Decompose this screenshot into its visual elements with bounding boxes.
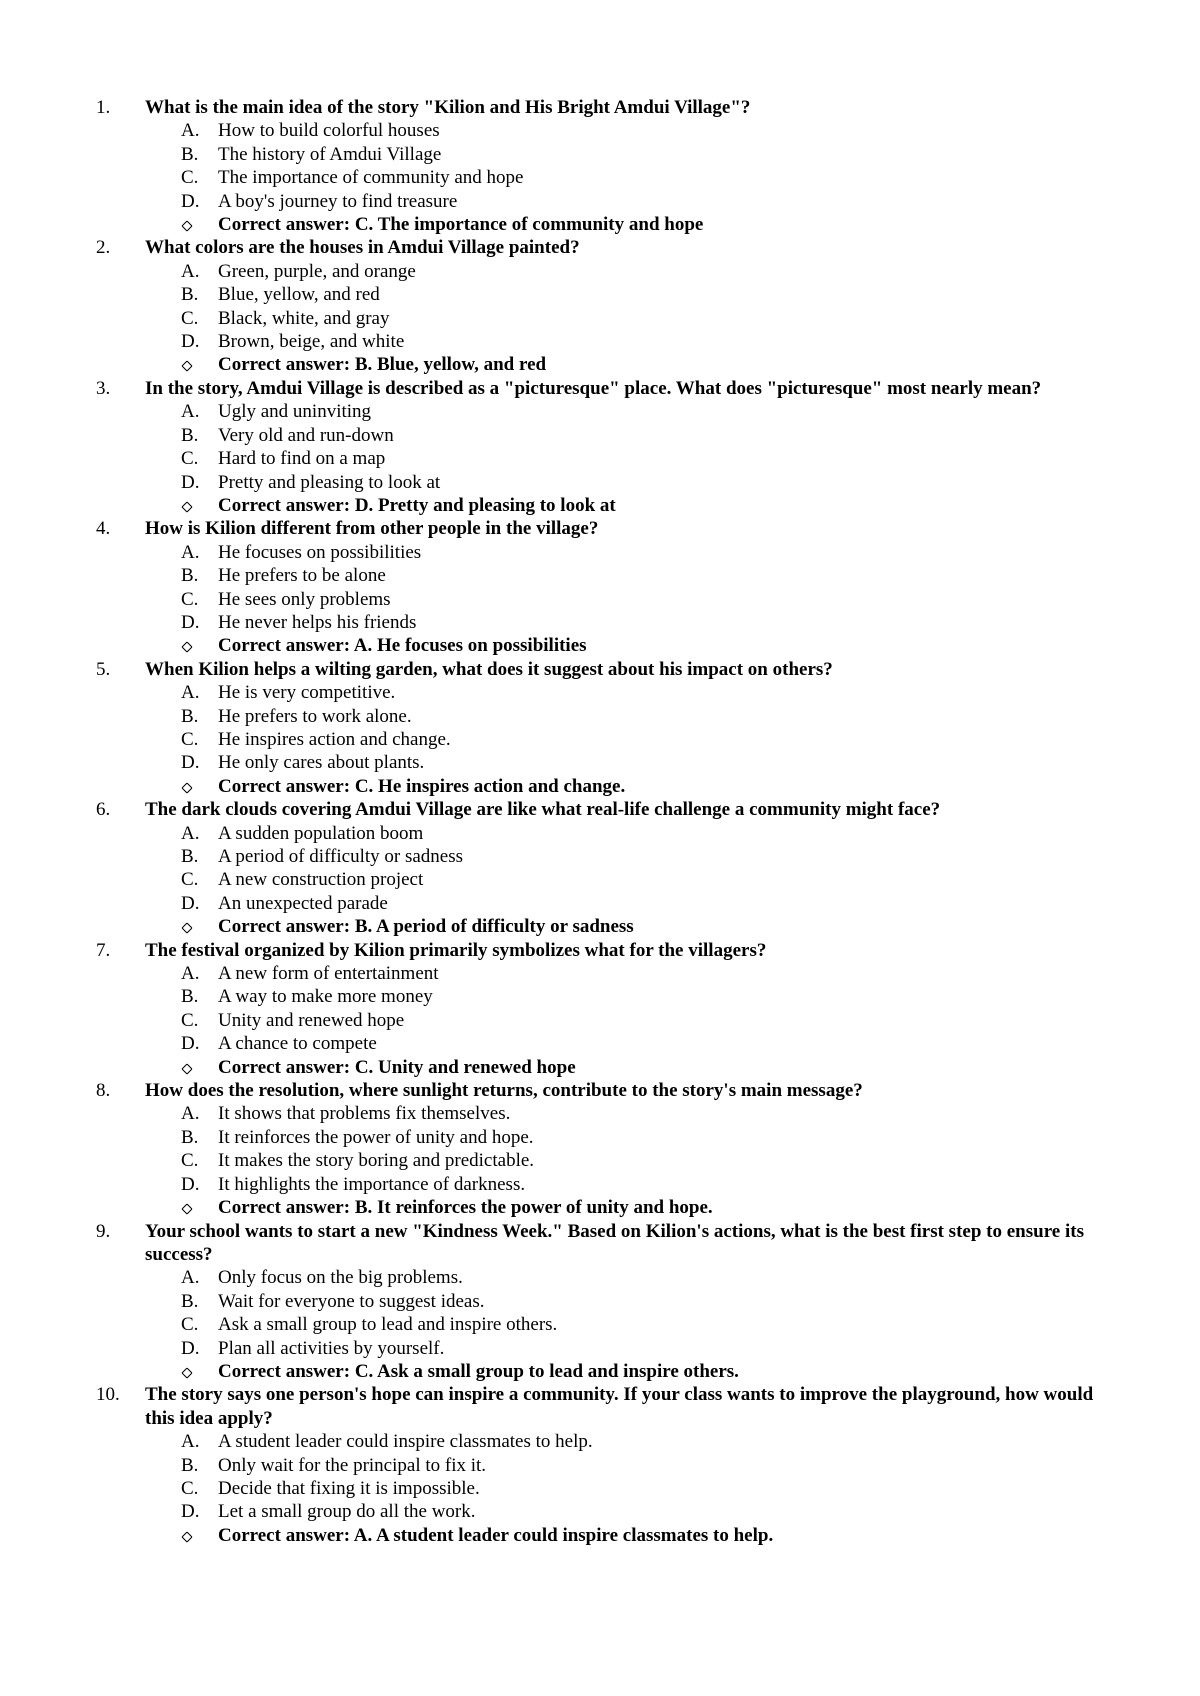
option-letter: B. — [181, 705, 199, 727]
option-letter: A. — [181, 1267, 200, 1289]
option-text: He only cares about plants. — [218, 752, 425, 774]
correct-answer-text: Correct answer: C. Unity and renewed hope — [218, 1056, 576, 1078]
option-letter: C. — [181, 1477, 199, 1499]
option-letter: D. — [181, 752, 200, 774]
answer-option — [0, 190, 1200, 213]
option-text: The history of Amdui Village — [218, 143, 442, 165]
option-text: It shows that problems fix themselves. — [218, 1103, 511, 1125]
question-text-row — [0, 798, 1200, 821]
question-text: Your school wants to start a new "Kindness Week." Based on Kilion's actions, what is the best first step to ensure its success? — [145, 1220, 1084, 1265]
diamond-bullet-icon — [181, 1063, 192, 1074]
option-letter: C. — [181, 167, 199, 189]
answer-option — [0, 1290, 1200, 1313]
answer-option — [0, 1313, 1200, 1336]
correct-answer-text: Correct answer: B. Blue, yellow, and red — [218, 354, 547, 376]
answer-option — [0, 611, 1200, 634]
question-text: The dark clouds covering Amdui Village are like what real-life challenge a community might face? — [145, 799, 941, 821]
option-letter: B. — [181, 1126, 199, 1148]
diamond-bullet-icon — [181, 220, 192, 231]
option-text: The importance of community and hope — [218, 167, 524, 189]
option-text: Only wait for the principal to fix it. — [218, 1454, 487, 1476]
answer-option — [0, 1102, 1200, 1125]
option-text: Ugly and uninviting — [218, 401, 372, 423]
question-number: 10. — [96, 1384, 120, 1406]
option-text: Ask a small group to lead and inspire others. — [218, 1314, 558, 1336]
option-letter: A. — [181, 682, 200, 704]
answer-option — [0, 822, 1200, 845]
correct-answer-row — [0, 353, 1200, 376]
answer-option — [0, 307, 1200, 330]
option-letter: D. — [181, 1501, 200, 1523]
question-number: 5. — [96, 658, 111, 680]
question-text-row — [0, 377, 1200, 400]
question-item — [0, 939, 1200, 1079]
option-text: He prefers to be alone — [218, 565, 386, 587]
answer-option — [0, 1500, 1200, 1523]
option-letter: B. — [181, 986, 199, 1008]
question-text-row — [0, 236, 1200, 259]
option-letter: D. — [181, 1337, 200, 1359]
option-letter: A. — [181, 120, 200, 142]
option-letter: A. — [181, 1103, 200, 1125]
question-text: What is the main idea of the story "Kilion and His Bright Amdui Village"? — [145, 97, 751, 118]
option-letter: A. — [181, 541, 200, 563]
option-letter: D. — [181, 190, 200, 212]
option-letter: C. — [181, 448, 199, 470]
question-item — [0, 1220, 1200, 1384]
option-letter: B. — [181, 143, 199, 165]
answer-option — [0, 962, 1200, 985]
diamond-bullet-icon — [181, 642, 192, 653]
question-text: When Kilion helps a wilting garden, what does it suggest about his impact on others? — [145, 658, 833, 680]
answer-option — [0, 541, 1200, 564]
correct-answer-row — [0, 1196, 1200, 1219]
question-number: 6. — [96, 799, 111, 821]
question-number: 9. — [96, 1220, 111, 1242]
option-text: Let a small group do all the work. — [218, 1501, 476, 1523]
correct-answer-text: Correct answer: A. He focuses on possibilities — [218, 635, 587, 657]
answer-option — [0, 588, 1200, 611]
option-text: Decide that fixing it is impossible. — [218, 1477, 480, 1499]
option-letter: D. — [181, 611, 200, 633]
option-letter: D. — [181, 471, 200, 493]
answer-option — [0, 985, 1200, 1008]
answer-option — [0, 283, 1200, 306]
option-text: Plan all activities by yourself. — [218, 1337, 445, 1359]
question-text: How does the resolution, where sunlight returns, contribute to the story's main message? — [145, 1080, 863, 1102]
option-text: Very old and run-down — [218, 424, 394, 446]
diamond-bullet-icon — [181, 501, 192, 512]
option-text: It reinforces the power of unity and hope. — [218, 1126, 534, 1148]
option-text: Wait for everyone to suggest ideas. — [218, 1290, 485, 1312]
option-letter: C. — [181, 588, 199, 610]
question-item — [0, 96, 1200, 236]
question-item — [0, 658, 1200, 798]
answer-option — [0, 1126, 1200, 1149]
answer-option — [0, 1032, 1200, 1055]
option-letter: B. — [181, 1454, 199, 1476]
quiz-document — [0, 96, 1200, 1547]
question-item — [0, 1383, 1200, 1547]
correct-answer-row — [0, 915, 1200, 938]
option-text: How to build colorful houses — [218, 120, 440, 142]
option-letter: B. — [181, 565, 199, 587]
diamond-bullet-icon — [181, 1367, 192, 1378]
correct-answer-row — [0, 1360, 1200, 1383]
answer-option — [0, 1337, 1200, 1360]
option-text: He never helps his friends — [218, 611, 417, 633]
option-text: A chance to compete — [218, 1033, 377, 1055]
option-text: Black, white, and gray — [218, 307, 390, 329]
correct-answer-row — [0, 1524, 1200, 1547]
answer-option — [0, 751, 1200, 774]
option-text: It highlights the importance of darkness. — [218, 1173, 526, 1195]
question-number: 2. — [96, 237, 111, 259]
option-letter: C. — [181, 1314, 199, 1336]
correct-answer-text: Correct answer: A. A student leader could inspire classmates to help. — [218, 1524, 774, 1546]
question-text: The story says one person's hope can inspire a community. If your class wants to improve the playground, how would this idea apply? — [145, 1384, 1094, 1429]
diamond-bullet-icon — [181, 923, 192, 934]
option-text: A way to make more money — [218, 986, 433, 1008]
option-text: He focuses on possibilities — [218, 541, 422, 563]
option-letter: C. — [181, 307, 199, 329]
question-text-row — [0, 939, 1200, 962]
question-text-row — [0, 1220, 1200, 1267]
question-item — [0, 1079, 1200, 1219]
option-letter: D. — [181, 892, 200, 914]
option-text: Only focus on the big problems. — [218, 1267, 463, 1289]
correct-answer-row — [0, 775, 1200, 798]
correct-answer-row — [0, 213, 1200, 236]
question-number: 3. — [96, 377, 111, 399]
diamond-bullet-icon — [181, 1203, 192, 1214]
option-text: He inspires action and change. — [218, 728, 451, 750]
answer-option — [0, 1173, 1200, 1196]
option-text: A boy's journey to find treasure — [218, 190, 458, 212]
question-number: 4. — [96, 518, 111, 540]
diamond-bullet-icon — [181, 782, 192, 793]
option-text: A new construction project — [218, 869, 424, 891]
option-text: Green, purple, and orange — [218, 260, 416, 282]
option-text: He sees only problems — [218, 588, 391, 610]
option-letter: B. — [181, 846, 199, 867]
question-item — [0, 798, 1200, 938]
answer-option — [0, 166, 1200, 189]
question-text-row — [0, 1079, 1200, 1102]
answer-option — [0, 424, 1200, 447]
question-text: In the story, Amdui Village is described as a "picturesque" place. What does "picturesque" most nearly mean? — [145, 377, 1042, 399]
option-text: An unexpected parade — [218, 892, 388, 914]
question-text: What colors are the houses in Amdui Village painted? — [145, 237, 580, 259]
option-text: Brown, beige, and white — [218, 331, 405, 353]
answer-option — [0, 1454, 1200, 1477]
correct-answer-text: Correct answer: D. Pretty and pleasing to look at — [218, 494, 616, 516]
option-letter: D. — [181, 1173, 200, 1195]
answer-option — [0, 728, 1200, 751]
option-letter: A. — [181, 401, 200, 423]
answer-option — [0, 845, 1200, 868]
option-letter: B. — [181, 284, 199, 306]
option-text: He prefers to work alone. — [218, 705, 412, 727]
answer-option — [0, 1009, 1200, 1032]
option-letter: C. — [181, 1150, 199, 1172]
answer-option — [0, 1430, 1200, 1453]
answer-option — [0, 564, 1200, 587]
answer-option — [0, 143, 1200, 166]
answer-option — [0, 681, 1200, 704]
question-text: How is Kilion different from other people in the village? — [145, 518, 599, 540]
question-text: The festival organized by Kilion primarily symbolizes what for the villagers? — [145, 939, 767, 961]
answer-option — [0, 119, 1200, 142]
option-letter: D. — [181, 331, 200, 353]
question-item — [0, 377, 1200, 517]
option-text: A period of difficulty or sadness — [218, 846, 464, 867]
answer-option — [0, 1149, 1200, 1172]
option-letter: A. — [181, 822, 200, 844]
correct-answer-text: Correct answer: C. Ask a small group to lead and inspire others. — [218, 1360, 739, 1382]
answer-option — [0, 260, 1200, 283]
question-item — [0, 517, 1200, 657]
question-text-row — [0, 1383, 1200, 1430]
option-letter: B. — [181, 424, 199, 446]
question-item — [0, 236, 1200, 376]
answer-option — [0, 1266, 1200, 1289]
correct-answer-text: Correct answer: B. A period of difficulty or sadness — [218, 916, 634, 938]
question-text-row — [0, 96, 1200, 119]
question-text-row — [0, 658, 1200, 681]
diamond-bullet-icon — [181, 361, 192, 372]
option-letter: D. — [181, 1033, 200, 1055]
option-letter: A. — [181, 963, 200, 985]
answer-option — [0, 1477, 1200, 1500]
option-text: A student leader could inspire classmates to help. — [218, 1431, 593, 1453]
option-letter: B. — [181, 1290, 199, 1312]
option-letter: A. — [181, 260, 200, 282]
answer-option — [0, 892, 1200, 915]
diamond-bullet-icon — [181, 1531, 192, 1542]
option-letter: C. — [181, 1009, 199, 1031]
question-number: 1. — [96, 97, 111, 118]
option-letter: C. — [181, 728, 199, 750]
answer-option — [0, 471, 1200, 494]
answer-option — [0, 868, 1200, 891]
correct-answer-row — [0, 634, 1200, 657]
option-text: He is very competitive. — [218, 682, 396, 704]
correct-answer-text: Correct answer: B. It reinforces the power of unity and hope. — [218, 1197, 713, 1219]
question-number: 8. — [96, 1080, 111, 1102]
answer-option — [0, 705, 1200, 728]
correct-answer-text: Correct answer: C. He inspires action and change. — [218, 775, 626, 797]
question-text-row — [0, 517, 1200, 540]
answer-option — [0, 447, 1200, 470]
correct-answer-text: Correct answer: C. The importance of community and hope — [218, 214, 704, 236]
correct-answer-row — [0, 494, 1200, 517]
option-letter: C. — [181, 869, 199, 891]
question-number: 7. — [96, 939, 111, 961]
option-text: Unity and renewed hope — [218, 1009, 405, 1031]
correct-answer-row — [0, 1056, 1200, 1079]
option-text: A new form of entertainment — [218, 963, 439, 985]
answer-option — [0, 330, 1200, 353]
answer-option — [0, 400, 1200, 423]
option-letter: A. — [181, 1431, 200, 1453]
option-text: A sudden population boom — [218, 822, 424, 844]
option-text: It makes the story boring and predictable. — [218, 1150, 535, 1172]
option-text: Hard to find on a map — [218, 448, 386, 470]
option-text: Pretty and pleasing to look at — [218, 471, 441, 493]
option-text: Blue, yellow, and red — [218, 284, 380, 306]
